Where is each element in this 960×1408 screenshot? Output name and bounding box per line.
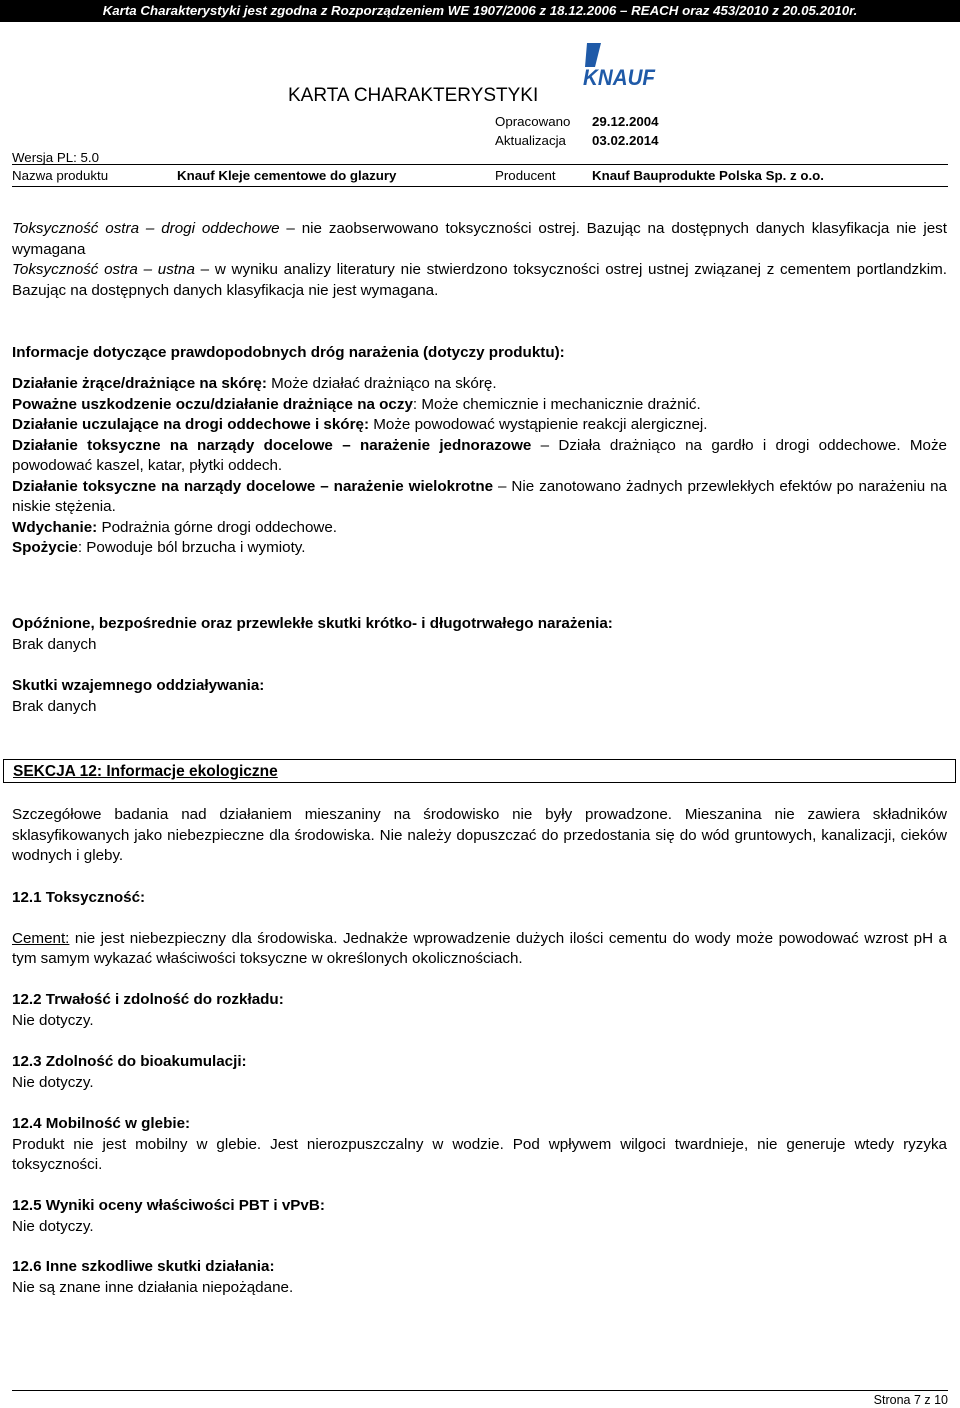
s12-2-text: Nie dotyczy. — [12, 1011, 94, 1029]
s12-1-heading: 12.1 Toksyczność: — [12, 889, 146, 906]
header-divider-top — [12, 164, 948, 165]
footer-divider — [12, 1390, 948, 1391]
exposure-routes-block — [12, 343, 947, 559]
s12-4-heading: 12.4 Mobilność w glebie: — [12, 1115, 191, 1132]
s12-5-text: Nie dotyczy. — [12, 1217, 94, 1235]
route-item: Działanie żrące/drażniące na skórę: Może działać drażniąco na skórę. — [12, 375, 497, 392]
knauf-logo — [581, 41, 657, 93]
section-12-title: SEKCJA 12: Informacje ekologiczne — [13, 763, 278, 780]
tox-oral-text: – w wyniku analizy literatury nie stwierdzono toksyczności ostrej ustnej związanej z cementem portlandzkim. Bazując na dostępnych danych klasyfikacja nie jest wymagana. — [12, 261, 947, 299]
product-label: Nazwa produktu — [12, 168, 109, 183]
intro-text: Szczegółowe badania nad działaniem mieszaniny na środowisko nie były prowadzone. Mieszanina nie zawiera składników sklasyfikowanych jako niebezpieczne dla środowiska. Nie należy dopuszczać do przedostania się do wód gruntowych, kanalizacji, cieków wodnych i gleby. — [12, 806, 947, 864]
update-label: Aktualizacja — [495, 133, 566, 148]
header-divider-bottom — [12, 186, 948, 187]
tox-oral-term: Toksyczność ostra – ustna — [12, 261, 195, 278]
subsection-12-3 — [12, 1052, 947, 1093]
s12-6-text: Nie są znane inne działania niepożądane. — [12, 1278, 294, 1296]
page-number: Strona 7 z 10 — [873, 1393, 948, 1407]
version-label: Wersja PL: 5.0 — [12, 150, 99, 165]
delayed-effects-block — [12, 614, 947, 655]
s12-3-text: Nie dotyczy. — [12, 1073, 94, 1091]
section-12-intro — [12, 805, 947, 867]
cement-term: Cement: — [12, 929, 70, 947]
route-item: Spożycie: Powoduje ból brzucha i wymioty. — [12, 539, 306, 556]
toxicity-block — [12, 219, 947, 301]
s12-6-heading: 12.6 Inne szkodliwe skutki działania: — [12, 1258, 275, 1275]
prepared-date: 29.12.2004 — [592, 114, 659, 129]
route-item: Poważne uszkodzenie oczu/działanie drażniące na oczy: Może chemicznie i mechanicznie drażnić. — [12, 395, 701, 413]
s12-3-heading: 12.3 Zdolność do bioakumulacji: — [12, 1053, 247, 1070]
s12-4-text: Produkt nie jest mobilny w glebie. Jest nierozpuszczalny w wodzie. Pod wpływem wilgoci twardnieje, nie generuje wtedy ryzyka toksyczności. — [12, 1135, 947, 1173]
s12-2-heading: 12.2 Trwałość i zdolność do rozkładu: — [12, 991, 284, 1008]
subsection-12-4 — [12, 1114, 947, 1176]
tox-inhalation — [12, 219, 947, 260]
document-title: KARTA CHARAKTERYSTYKI — [288, 85, 539, 106]
tox-inhalation-term: Toksyczność ostra – drogi oddechowe — [12, 220, 280, 237]
route-item: Wdychanie: Podrażnia górne drogi oddechowe. — [12, 518, 338, 536]
producer-name: Knauf Bauprodukte Polska Sp. z o.o. — [592, 168, 824, 183]
route-item: Działanie toksyczne na narządy docelowe – narażenie jednorazowe – Działa drażniąco na gardło i drogi oddechowe. Może powodować kaszel, katar, płytki oddech. — [12, 436, 947, 474]
interaction-text: Brak danych — [12, 697, 97, 715]
section-12-header — [3, 759, 956, 783]
route-item: Działanie uczulające na drogi oddechowe i skórę: Może powodować wystąpienie reakcji alergicznej. — [12, 416, 708, 433]
routes-heading: Informacje dotyczące prawdopodobnych dróg narażenia (dotyczy produktu): — [12, 344, 565, 361]
tox-oral — [12, 260, 947, 301]
svg-text:KNAUF: KNAUF — [583, 65, 656, 90]
subsection-12-6 — [12, 1257, 947, 1298]
prepared-label: Opracowano — [495, 114, 571, 129]
regulation-banner: Karta Charakterystyki jest zgodna z Rozporządzeniem WE 1907/2006 z 18.12.2006 – REACH oraz 453/2010 z 20.05.2010r. — [0, 0, 960, 22]
subsection-12-5 — [12, 1196, 947, 1237]
s12-5-heading: 12.5 Wyniki oceny właściwości PBT i vPvB: — [12, 1197, 325, 1214]
subsection-12-1 — [12, 888, 947, 970]
update-date: 03.02.2014 — [592, 133, 659, 148]
delayed-text: Brak danych — [12, 635, 97, 653]
subsection-12-2 — [12, 990, 947, 1031]
route-item: Działanie toksyczne na narządy docelowe – narażenie wielokrotne – Nie zanotowano żadnych przewlekłych efektów po narażeniu na niskie stężenia. — [12, 477, 947, 515]
interaction-block — [12, 676, 947, 717]
interaction-heading: Skutki wzajemnego oddziaływania: — [12, 677, 265, 694]
s12-1-text: Cement: nie jest niebezpieczny dla środowiska. Jednakże wprowadzenie dużych ilości cementu do wody może powodować wzrost pH a tym samym wykazać właściwości toksyczne w określonych okolicznościach. — [12, 929, 947, 967]
delayed-heading: Opóźnione, bezpośrednie oraz przewlekłe skutki krótko- i długotrwałego narażenia: — [12, 615, 613, 632]
product-name: Knauf Kleje cementowe do glazury — [177, 168, 397, 183]
tox-inhalation-text: – nie zaobserwowano toksyczności ostrej. Bazując na dostępnych danych klasyfikacja nie jest wymagana — [12, 220, 947, 258]
producer-label: Producent — [495, 168, 556, 183]
